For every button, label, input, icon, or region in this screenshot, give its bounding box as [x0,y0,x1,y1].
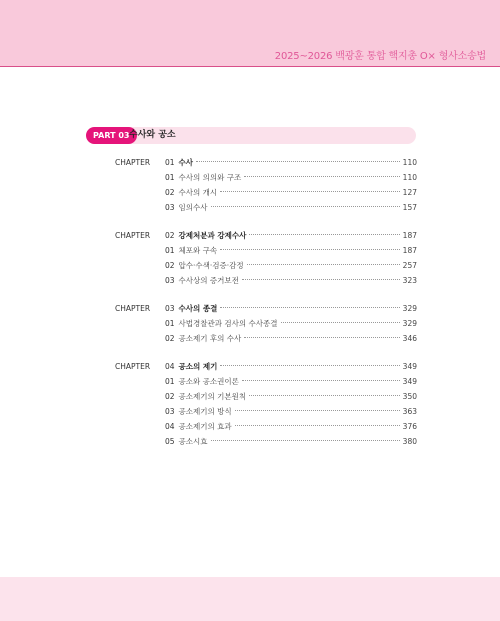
page-number: 349 [402,362,417,371]
section-row[interactable] [127,389,417,404]
chapter-row[interactable] [115,301,417,316]
section-row[interactable] [127,170,417,185]
section-row[interactable] [127,258,417,273]
page-number: 329 [402,304,417,313]
dot-leader [247,264,400,265]
chapter-title: 수사의 종결 [178,304,218,313]
page-number: 110 [402,158,417,167]
chapter-number: 04 [165,362,175,371]
chapter-prefix: CHAPTER [115,158,151,167]
part-title: 수사와 공소 [129,130,176,140]
section-row[interactable] [127,374,417,389]
section-number: 03 [165,203,175,212]
chapter-2 [115,228,417,288]
header-divider [0,66,500,67]
section-title: 공소제기의 방식 [178,407,232,416]
chapter-prefix: CHAPTER [115,304,151,313]
page-number: 350 [402,392,417,401]
section-row[interactable] [127,200,417,215]
dot-leader [242,380,400,381]
section-number: 03 [165,407,175,416]
dot-leader [211,440,400,441]
page-number: 157 [402,203,417,212]
section-title: 체포와 구속 [178,246,218,255]
page-number: 329 [402,319,417,328]
chapter-row[interactable] [115,155,417,170]
section-number: 03 [165,276,175,285]
page-number: 349 [402,377,417,386]
chapter-number: 01 [165,158,175,167]
section-number: 05 [165,437,175,446]
section-title: 압수·수색·검증·감정 [178,261,244,270]
dot-leader [235,410,400,411]
chapter-4 [115,359,417,449]
dot-leader [196,161,400,162]
page-number: 323 [402,276,417,285]
dot-leader [281,322,400,323]
part-heading [86,127,416,144]
section-row[interactable] [127,273,417,288]
chapter-number: 03 [165,304,175,313]
dot-leader [244,176,399,177]
page-number: 127 [402,188,417,197]
section-title: 공소제기 후의 수사 [178,334,242,343]
dot-leader [235,425,400,426]
chapter-1 [115,155,417,215]
chapter-title: 강제처분과 강제수사 [178,231,247,240]
chapter-3 [115,301,417,346]
dot-leader [244,337,399,338]
section-number: 01 [165,377,175,386]
dot-leader [242,279,400,280]
chapter-row[interactable] [115,359,417,374]
section-row[interactable] [127,434,417,449]
page-number: 187 [402,246,417,255]
table-of-contents [115,155,417,462]
section-row[interactable] [127,185,417,200]
part-badge: PART 03 [86,127,137,144]
chapter-title: 수사 [178,158,194,167]
section-number: 01 [165,319,175,328]
page-number: 380 [402,437,417,446]
dot-leader [220,249,400,250]
page-number: 346 [402,334,417,343]
dot-leader [249,234,399,235]
section-title: 임의수사 [178,203,208,212]
section-number: 02 [165,188,175,197]
section-title: 공소제기의 기본원칙 [178,392,247,401]
section-title: 사법경찰관과 검사의 수사종결 [178,319,278,328]
section-title: 수사의 의의와 구조 [178,173,242,182]
section-row[interactable] [127,243,417,258]
section-title: 공소시효 [178,437,208,446]
page-number: 110 [402,173,417,182]
section-row[interactable] [127,331,417,346]
section-title: 수사상의 증거보전 [178,276,239,285]
dot-leader [220,307,399,308]
page-number: 363 [402,407,417,416]
dot-leader [249,395,400,396]
dot-leader [220,191,400,192]
dot-leader [220,365,399,366]
section-title: 수사의 개시 [178,188,218,197]
chapter-prefix: CHAPTER [115,231,151,240]
section-row[interactable] [127,404,417,419]
section-title: 공소제기의 효과 [178,422,232,431]
footer-band [0,577,500,621]
section-number: 02 [165,261,175,270]
chapter-number: 02 [165,231,175,240]
page-number: 376 [402,422,417,431]
section-number: 02 [165,392,175,401]
chapter-title: 공소의 제기 [178,362,218,371]
page-number: 187 [402,231,417,240]
section-number: 01 [165,173,175,182]
section-number: 02 [165,334,175,343]
running-header-title: 2025~2026 백광훈 통합 핵지총 O× 형사소송법 [274,51,486,62]
section-number: 01 [165,246,175,255]
page-number: 257 [402,261,417,270]
section-title: 공소와 공소권이론 [178,377,239,386]
section-row[interactable] [127,316,417,331]
dot-leader [211,206,400,207]
chapter-prefix: CHAPTER [115,362,151,371]
section-row[interactable] [127,419,417,434]
section-number: 04 [165,422,175,431]
chapter-row[interactable] [115,228,417,243]
